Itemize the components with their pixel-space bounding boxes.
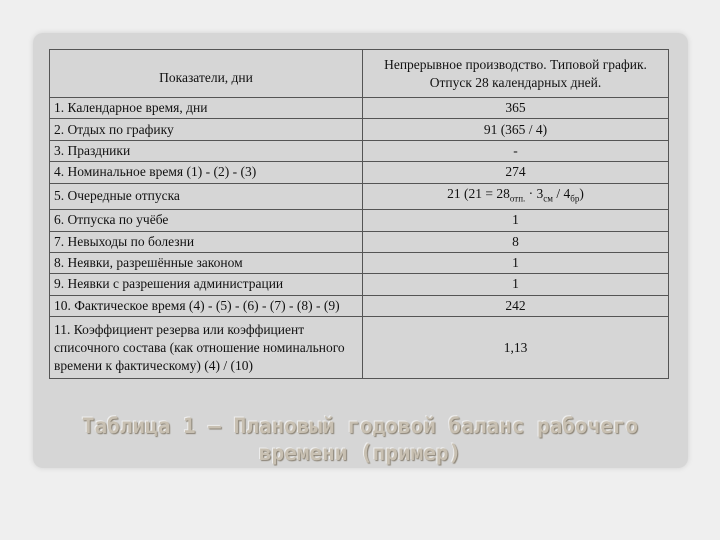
row-label: 6. Отпуска по учёбе [50, 210, 363, 231]
row-value: 1 [363, 252, 669, 273]
balance-table [49, 49, 669, 379]
row-value: - [363, 140, 669, 161]
row-label: 8. Неявки, разрешённые законом [50, 252, 363, 273]
table-row [50, 210, 669, 231]
row-label: 7. Невыходы по болезни [50, 231, 363, 252]
row-value: 274 [363, 162, 669, 183]
row-value: 1 [363, 274, 669, 295]
row-value-vacation-formula: 21 $(21 = 28_{отп.} \cdot 3_{см} / 4_{бр})$ [363, 183, 669, 210]
row-label: 10. Фактическое время (4) - (5) - (6) - (7) - (8) - (9) [50, 295, 363, 316]
row-label: 5. Очередные отпуска [50, 183, 363, 210]
header-continuous-production: Непрерывное производство. Типовой график. Отпуск 28 календарных дней. [363, 50, 669, 98]
row-value: 242 [363, 295, 669, 316]
header-indicators: Показатели, дни [50, 50, 363, 98]
table-row [50, 274, 669, 295]
row-value: 1 [363, 210, 669, 231]
table-header-row [50, 50, 669, 98]
table-row [50, 162, 669, 183]
table-row [50, 252, 669, 273]
table-row [50, 140, 669, 161]
row-label: 9. Неявки с разрешения администрации [50, 274, 363, 295]
table-row [50, 317, 669, 379]
table-caption: Таблица 1 – Плановый годовой баланс рабочего времени (пример) [81, 414, 639, 465]
row-value: 91 (365 / 4) [363, 119, 669, 140]
table-row [50, 183, 669, 210]
table-row [50, 119, 669, 140]
table-row [50, 98, 669, 119]
row-value: 365 [363, 98, 669, 119]
row-label: 2. Отдых по графику [50, 119, 363, 140]
row-label: 3. Праздники [50, 140, 363, 161]
row-label: 11. Коэффициент резерва или коэффициент списочного состава (как отношение номинального времени к фактическому) (4) / (10) [50, 317, 363, 379]
table-row [50, 231, 669, 252]
row-label: 4. Номинальное время (1) - (2) - (3) [50, 162, 363, 183]
row-label: 1. Календарное время, дни [50, 98, 363, 119]
row-value: 8 [363, 231, 669, 252]
row-value: 1,13 [363, 317, 669, 379]
table-row [50, 295, 669, 316]
